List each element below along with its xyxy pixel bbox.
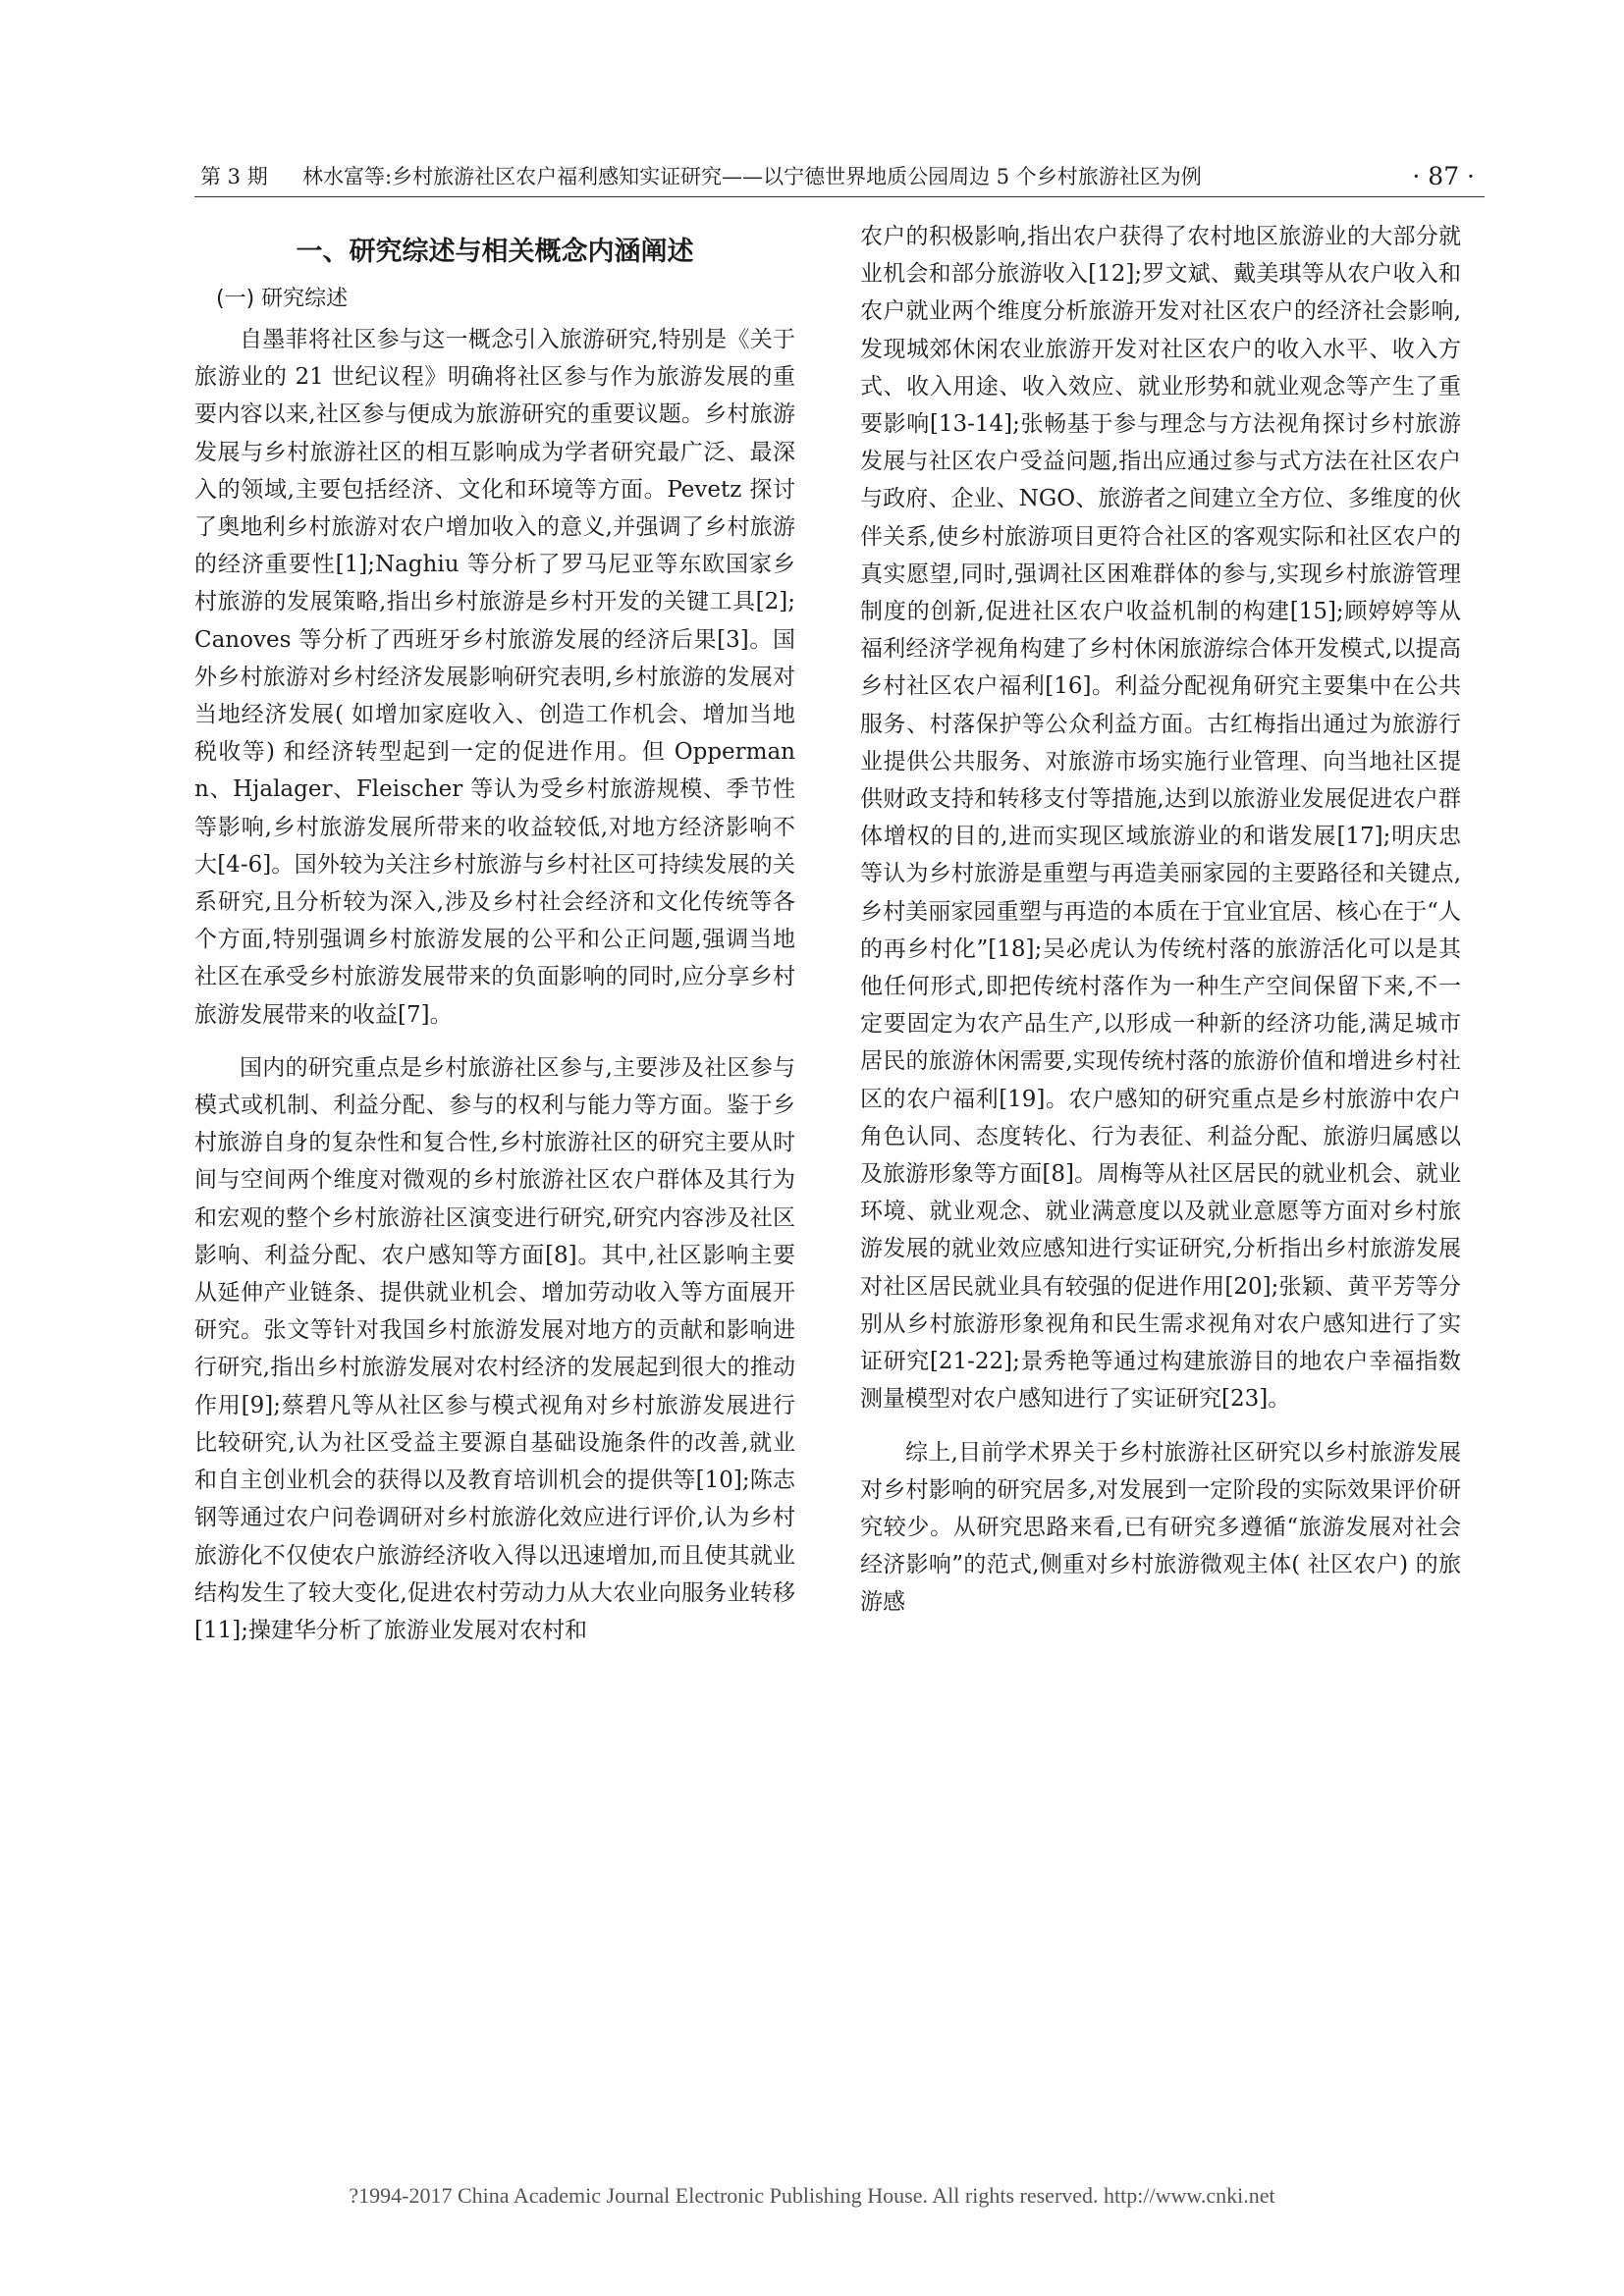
- right-column: [860, 218, 1461, 1622]
- section-title: 一、研究综述与相关概念内涵阐述: [296, 237, 694, 267]
- running-title: 林水富等:乡村旅游社区农户福利感知实证研究——以宁德世界地质公园周边 5 个乡村旅游社区为例: [302, 165, 1202, 188]
- paragraph-continued: 农户的积极影响,指出农户获得了农村地区旅游业的大部分就业机会和部分旅游收入[12];罗文斌、戴美琪等从农户收入和农户就业两个维度分析旅游开发对社区农户的经济社会影响,发现城郊休闲农业旅游开发对社区农户的收入水平、收入方式、收入用途、收入效应、就业形势和就业观念等产生了重要影响[13-14];张畅基于参与理念与方法视角探讨乡村旅游发展与社区农户受益问题,指出应通过参与式方法在社区农户与政府、企业、NGO、旅游者之间建立全方位、多维度的伙伴关系,使乡村旅游项目更符合社区的客观实际和社区农户的真实愿望,同时,强调社区困难群体的参与,实现乡村旅游管理制度的创新,促进社区农户收益机制的构建[15];顾婷婷等从福利经济学视角构建了乡村休闲旅游综合体开发模式,以提高乡村社区农户福利[16]。利益分配视角研究主要集中在公共服务、村落保护等公众利益方面。古红梅指出通过为旅游行业提供公共服务、对旅游市场实施行业管理、向当地社区提供财政支持和转移支付等措施,达到以旅游业发展促进农户群体增权的目的,进而实现区域旅游业的和谐发展[17];明庆忠等认为乡村旅游是重塑与再造美丽家园的主要路径和关键点,乡村美丽家园重塑与再造的本质在于宜业宜居、核心在于“人的再乡村化”[18];吴必虎认为传统村落的旅游活化可以是其他任何形式,即把传统村落作为一种生产空间保留下来,不一定要固定为农产品生产,以形成一种新的经济功能,满足城市居民的旅游休闲需要,实现传统村落的旅游价值和增进乡村社区的农户福利[19]。农户感知的研究重点是乡村旅游中农户角色认同、态度转化、行为表征、利益分配、旅游归属感以及旅游形象等方面[8]。周梅等从社区居民的就业机会、就业环境、就业观念、就业满意度以及就业意愿等方面对乡村旅游发展的就业效应感知进行实证研究,分析指出乡村旅游发展对社区居民就业具有较强的促进作用[20];张颖、黄平芳等分别从乡村旅游形象视角和民生需求视角对农户感知进行了实证研究[21-22];景秀艳等通过构建旅游目的地农户幸福指数测量模型对农户感知进行了实证研究[23]。: [860, 224, 1461, 1413]
- copyright-footer: ?1994-2017 China Academic Journal Electronic Publishing House. All rights reserved. http://www.cnki.net: [349, 2183, 1275, 2208]
- paragraph: 自墨菲将社区参与这一概念引入旅游研究,特别是《关于旅游业的 21 世纪议程》明确将社区参与作为旅游发展的重要内容以来,社区参与便成为旅游研究的重要议题。乡村旅游发展与乡村旅游社区的相互影响成为学者研究最广泛、最深入的领域,主要包括经济、文化和环境等方面。Pevetz 探讨了奥地利乡村旅游对农户增加收入的意义,并强调了乡村旅游的经济重要性[1];Naghiu 等分析了罗马尼亚等东欧国家乡村旅游的发展策略,指出乡村旅游是乡村开发的关键工具[2];Canoves 等分析了西班牙乡村旅游发展的经济后果[3]。国外乡村旅游对乡村经济发展影响研究表明,乡村旅游的发展对当地经济发展( 如增加家庭收入、创造工作机会、增加当地税收等) 和经济转型起到一定的促进作用。但 Oppermann、Hjalager、Fleischer 等认为受乡村旅游规模、季节性等影响,乡村旅游发展所带来的收益较低,对地方经济影响不大[4-6]。国外较为关注乡村旅游与乡村社区可持续发展的关系研究,且分析较为深入,涉及乡村社会经济和文化传统等各个方面,特别强调乡村旅游发展的公平和公正问题,强调当地社区在承受乡村旅游发展带来的负面影响的同时,应分享乡村旅游发展带来的收益[7]。: [194, 327, 795, 1028]
- subsection-title: (一) 研究综述: [216, 287, 349, 311]
- left-column: [194, 218, 795, 1649]
- issue-number: 第 3 期: [200, 165, 268, 188]
- header-rule: [194, 196, 1485, 197]
- page-number: · 87 ·: [1412, 162, 1475, 190]
- paragraph: 国内的研究重点是乡村旅游社区参与,主要涉及社区参与模式或机制、利益分配、参与的权利与能力等方面。鉴于乡村旅游自身的复杂性和复合性,乡村旅游社区的研究主要从时间与空间两个维度对微观的乡村旅游社区农户群体及其行为和宏观的整个乡村旅游社区演变进行研究,研究内容涉及社区影响、利益分配、农户感知等方面[8]。其中,社区影响主要从延伸产业链条、提供就业机会、增加劳动收入等方面展开研究。张文等针对我国乡村旅游发展对地方的贡献和影响进行研究,指出乡村旅游发展对农村经济的发展起到很大的推动作用[9];蔡碧凡等从社区参与模式视角对乡村旅游发展进行比较研究,认为社区受益主要源自基础设施条件的改善,就业和自主创业机会的获得以及教育培训机会的提供等[10];陈志钢等通过农户问卷调研对乡村旅游化效应进行评价,认为乡村旅游化不仅使农户旅游经济收入得以迅速增加,而且使其就业结构发生了较大变化,促进农村劳动力从大农业向服务业转移[11];操建华分析了旅游业发展对农村和: [194, 1054, 795, 1643]
- running-header: [194, 155, 1483, 198]
- paragraph: 综上,目前学术界关于乡村旅游社区研究以乡村旅游发展对乡村影响的研究居多,对发展到一定阶段的实际效果评价研究较少。从研究思路来看,已有研究多遵循“旅游发展对社会经济影响”的范式,侧重对乡村旅游微观主体( 社区农户) 的旅游感: [860, 1439, 1461, 1616]
